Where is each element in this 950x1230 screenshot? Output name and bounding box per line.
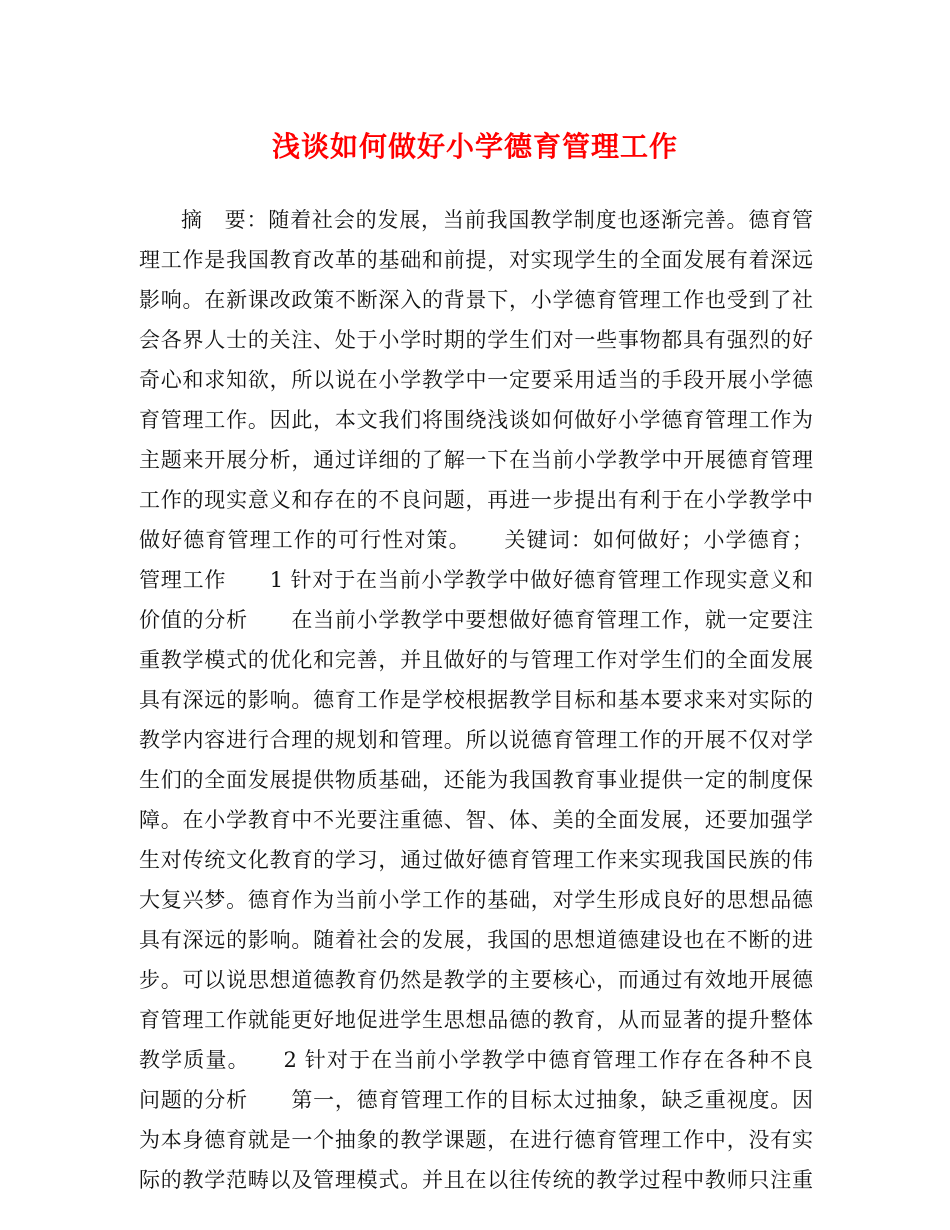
body-line: 为本身德育就是一个抽象的教学课题，在进行德育管理工作中，没有实 [139,1128,813,1152]
body-line: 具有深远的影响。随着社会的发展，我国的思想道德建设也在不断的进 [139,928,813,952]
body-line: 际的教学范畴以及管理模式。并且在以往传统的教学过程中教师只注重 [139,1168,813,1192]
body-line: 工作的现实意义和存在的不良问题，再进一步提出有利于在小学教学中 [139,488,813,512]
body-line: 育管理工作。因此，本文我们将围绕浅谈如何做好小学德育管理工作为 [139,408,813,432]
body-line: 教学质量。 2 针对于在当前小学教学中德育管理工作存在各种不良 [139,1048,813,1072]
body-line: 摘 要：随着社会的发展，当前我国教学制度也逐渐完善。德育管 [181,208,813,232]
body-line: 步。可以说思想道德教育仍然是教学的主要核心，而通过有效地开展德 [139,968,813,992]
body-line: 主题来开展分析，通过详细的了解一下在当前小学教学中开展德育管理 [139,448,813,472]
body-line: 大复兴梦。德育作为当前小学工作的基础，对学生形成良好的思想品德 [139,888,813,912]
body-line: 做好德育管理工作的可行性对策。 关键词：如何做好；小学德育； [139,528,813,552]
body-line: 具有深远的影响。德育工作是学校根据教学目标和基本要求来对实际的 [139,688,813,712]
document-body [139,200,813,1200]
body-line: 问题的分析 第一，德育管理工作的目标太过抽象，缺乏重视度。因 [139,1088,813,1112]
body-line: 影响。在新课改政策不断深入的背景下，小学德育管理工作也受到了社 [139,288,813,312]
body-line: 障。在小学教育中不光要注重德、智、体、美的全面发展，还要加强学 [139,808,813,832]
body-line: 生们的全面发展提供物质基础，还能为我国教育事业提供一定的制度保 [139,768,813,792]
body-line: 理工作是我国教育改革的基础和前提，对实现学生的全面发展有着深远 [139,248,813,272]
document-title: 浅谈如何做好小学德育管理工作 [271,130,678,163]
body-line: 育管理工作就能更好地促进学生思想品德的教育，从而显著的提升整体 [139,1008,813,1032]
body-line: 重教学模式的优化和完善，并且做好的与管理工作对学生们的全面发展 [139,648,813,672]
body-line: 教学内容进行合理的规划和管理。所以说德育管理工作的开展不仅对学 [139,728,813,752]
body-line: 管理工作 1 针对于在当前小学教学中做好德育管理工作现实意义和 [139,568,813,592]
body-line: 奇心和求知欲，所以说在小学教学中一定要采用适当的手段开展小学德 [139,368,813,392]
body-line: 生对传统文化教育的学习，通过做好德育管理工作来实现我国民族的伟 [139,848,813,872]
body-line: 价值的分析 在当前小学教学中要想做好德育管理工作，就一定要注 [139,608,813,632]
body-line: 会各界人士的关注、处于小学时期的学生们对一些事物都具有强烈的好 [139,328,813,352]
